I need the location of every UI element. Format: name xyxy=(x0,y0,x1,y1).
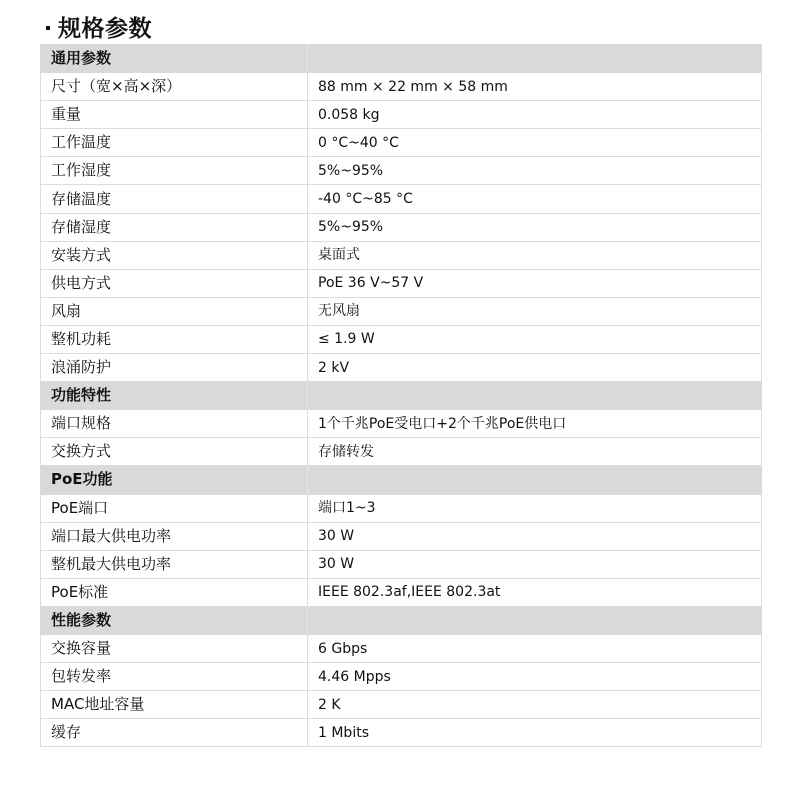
param-value: 桌面式 xyxy=(308,241,762,269)
param-label: 端口规格 xyxy=(41,410,308,438)
table-row xyxy=(41,438,762,466)
section-title: 性能参数 xyxy=(41,606,308,634)
param-label: 交换方式 xyxy=(41,438,308,466)
param-value: 2 K xyxy=(308,691,762,719)
table-row xyxy=(41,550,762,578)
table-row xyxy=(41,101,762,129)
section-header-filler xyxy=(308,466,762,494)
section-header-filler xyxy=(308,45,762,73)
section-header-row xyxy=(41,466,762,494)
section-title: 功能特性 xyxy=(41,382,308,410)
spec-table xyxy=(40,44,762,747)
param-value: ≤ 1.9 W xyxy=(308,325,762,353)
param-value: 5%~95% xyxy=(308,157,762,185)
table-row xyxy=(41,129,762,157)
param-value: 4.46 Mpps xyxy=(308,663,762,691)
param-value: 1 Mbits xyxy=(308,719,762,747)
param-label: 重量 xyxy=(41,101,308,129)
param-label: 浪涌防护 xyxy=(41,354,308,382)
param-value: 端口1~3 xyxy=(308,494,762,522)
param-label: 工作湿度 xyxy=(41,157,308,185)
section-header-row xyxy=(41,606,762,634)
table-row xyxy=(41,663,762,691)
section-header-row xyxy=(41,45,762,73)
param-value: -40 °C~85 °C xyxy=(308,185,762,213)
param-label: 尺寸（宽×高×深） xyxy=(41,73,308,101)
section-title: 通用参数 xyxy=(41,45,308,73)
param-label: 整机最大供电功率 xyxy=(41,550,308,578)
param-value: 88 mm × 22 mm × 58 mm xyxy=(308,73,762,101)
spec-heading-title: 规格参数 xyxy=(58,15,152,42)
param-value: 6 Gbps xyxy=(308,634,762,662)
param-label: 安装方式 xyxy=(41,241,308,269)
param-value: 2 kV xyxy=(308,354,762,382)
param-value: 30 W xyxy=(308,522,762,550)
table-row xyxy=(41,634,762,662)
section-header-filler xyxy=(308,606,762,634)
table-row xyxy=(41,719,762,747)
table-row xyxy=(41,494,762,522)
param-label: 存储湿度 xyxy=(41,213,308,241)
section-title: PoE功能 xyxy=(41,466,308,494)
param-value: 存储转发 xyxy=(308,438,762,466)
spec-table-body xyxy=(41,45,762,747)
table-row xyxy=(41,325,762,353)
param-label: 整机功耗 xyxy=(41,325,308,353)
table-row xyxy=(41,157,762,185)
bullet-icon xyxy=(46,26,50,30)
table-row xyxy=(41,297,762,325)
param-label: 交换容量 xyxy=(41,634,308,662)
param-label: 供电方式 xyxy=(41,269,308,297)
table-row xyxy=(41,241,762,269)
param-value: 1个千兆PoE受电口+2个千兆PoE供电口 xyxy=(308,410,762,438)
param-label: 风扇 xyxy=(41,297,308,325)
param-value: 0 °C~40 °C xyxy=(308,129,762,157)
table-row xyxy=(41,522,762,550)
table-row xyxy=(41,269,762,297)
param-label: 包转发率 xyxy=(41,663,308,691)
param-value: 5%~95% xyxy=(308,213,762,241)
param-label: 缓存 xyxy=(41,719,308,747)
param-label: MAC地址容量 xyxy=(41,691,308,719)
param-value: 无风扇 xyxy=(308,297,762,325)
table-row xyxy=(41,185,762,213)
table-row xyxy=(41,410,762,438)
spec-heading xyxy=(46,8,152,44)
section-header-filler xyxy=(308,382,762,410)
table-row xyxy=(41,213,762,241)
param-value: PoE 36 V~57 V xyxy=(308,269,762,297)
param-value: IEEE 802.3af,IEEE 802.3at xyxy=(308,578,762,606)
section-header-row xyxy=(41,382,762,410)
param-label: 存储温度 xyxy=(41,185,308,213)
table-row xyxy=(41,578,762,606)
param-value: 30 W xyxy=(308,550,762,578)
param-label: 端口最大供电功率 xyxy=(41,522,308,550)
param-label: PoE端口 xyxy=(41,494,308,522)
param-label: 工作温度 xyxy=(41,129,308,157)
param-value: 0.058 kg xyxy=(308,101,762,129)
table-row xyxy=(41,73,762,101)
table-row xyxy=(41,354,762,382)
table-row xyxy=(41,691,762,719)
param-label: PoE标准 xyxy=(41,578,308,606)
